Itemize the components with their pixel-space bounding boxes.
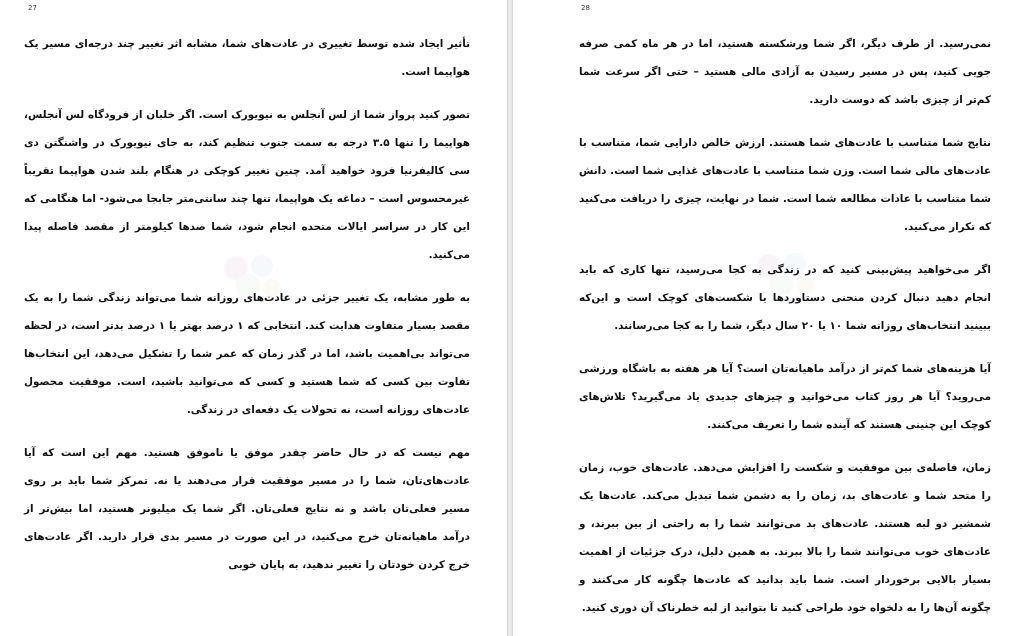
paragraph: تأثیر ایجاد شده توسط تغییری در عادت‌های شما، مشابه اثر تغییر چند درجه‌ای مسیر یک هواپیما است.	[24, 38, 470, 78]
paragraph: نمی‌رسید. از طرف دیگر، اگر شما ورشکسته هستید، اما در هر ماه کمی صرفه جویی کنید، پس در مسیر رسیدن به آزادی مالی هستید – حتی اگر سرعت شما کم‌تر از چیزی باشد که دوست دارید.	[579, 38, 991, 106]
page-left	[0, 0, 507, 636]
paragraph: به طور مشابه، یک تغییر جزئی در عادت‌های روزانه شما می‌تواند زندگی شما را به یک مقصد بسیار متفاوت هدایت کند. انتخابی که ۱ درصد بهتر یا ۱ درصد بدتر است، در لحظه می‌تواند بی‌اهمیت باشد، اما در گذر زمان که عمر شما را تشکیل می‌دهد، این انتخاب‌ها تفاوت بین کسی که شما هستید و کسی که می‌توانید باشید، است. موفقیت محصول عادت‌های روزانه است، نه تحولات یک دفعه‌ای در زندگی.	[24, 292, 470, 416]
paragraph: زمان، فاصله‌ی بین موفقیت و شکست را افزایش می‌دهد. عادت‌های خوب، زمان را متحد شما و عادت‌های بد، زمان را به دشمن شما تبدیل می‌کند. عادت‌ها یک شمشیر دو لبه هستند. عادت‌های بد می‌توانند شما را به راحتی از بین ببرند، و عادت‌های خوب می‌توانند شما را بالا ببرند. به همین دلیل، درک جزئیات از اهمیت بسیار بالایی برخوردار است. شما باید بدانید که عادت‌ها چگونه کار می‌کنند و چگونه آن‌ها را به دلخواه خود طراحی کنید تا بتوانید از لبه خطرناک آن دوری کنید.	[579, 462, 991, 614]
paragraph: نتایج شما متناسب با عادت‌های شما هستند. ارزش خالص دارایی شما، متناسب با عادت‌های مالی شما است. وزن شما متناسب با عادت‌های غذایی شما است. دانش شما متناسب با عادات مطالعه شما است. شما در نهایت، چیزی را دریافت می‌کنید که تکرار می‌کنید.	[579, 137, 991, 233]
page-body	[579, 30, 991, 622]
page-number: 27	[28, 4, 37, 12]
paragraph: تصور کنید پرواز شما از لس آنجلس به نیویورک است. اگر خلبان از فرودگاه لس آنجلس، هواپیما را تنها ۳.۵ درجه به سمت جنوب تنظیم کند، به جای نیویورک در واشنگتن دی سی کالیفرنیا فرود خواهید آمد. چنین تغییر کوچکی در هنگام بلند شدن هواپیما تقریباً غیرمحسوس است – دماغه یک هواپیما، تنها چند سانتی‌متر جابجا می‌شود- اما هنگامی که این کار در سراسر ایالات متحده انجام شود، شما صدها کیلومتر از مقصد فاصله پیدا می‌کنید.	[24, 109, 470, 261]
paragraph: مهم نیست که در حال حاضر چقدر موفق یا ناموفق هستید. مهم این است که آیا عادت‌های‌تان، شما را در مسیر موفقیت قرار می‌دهند یا نه. تمرکز شما باید بر روی مسیر فعلی‌تان باشد و نه نتایج فعلی‌تان. اگر شما یک میلیونر هستید، اما بیش‌تر از درآمد ماهیانه‌تان خرج می‌کنید، در این صورت در مسیر بدی قرار دارید. اگر عادت‌های خرج کردن خودتان را تغییر ندهید، به پایان خوبی	[24, 447, 470, 571]
paragraph: اگر می‌خواهید پیش‌بینی کنید که در زندگی به کجا می‌رسید، تنها کاری که باید انجام دهید دنبال کردن منحنی دستاوردها یا شکست‌های کوچک است و این‌که ببینید انتخاب‌های روزانه شما ۱۰ یا ۲۰ سال دیگر، شما را به کجا می‌رسانند.	[579, 264, 991, 332]
page-right	[513, 0, 1016, 636]
page-number: 28	[581, 4, 590, 12]
paragraph: آیا هزینه‌های شما کم‌تر از درآمد ماهیانه‌تان است؟ آیا هر هفته به باشگاه ورزشی می‌روید؟ آیا هر روز کتاب می‌خوانید و چیزهای جدیدی یاد می‌گیرید؟ تلاش‌های کوچک این چنینی هستند که آینده شما را تعریف می‌کنند.	[579, 363, 991, 431]
page-body	[24, 30, 470, 579]
